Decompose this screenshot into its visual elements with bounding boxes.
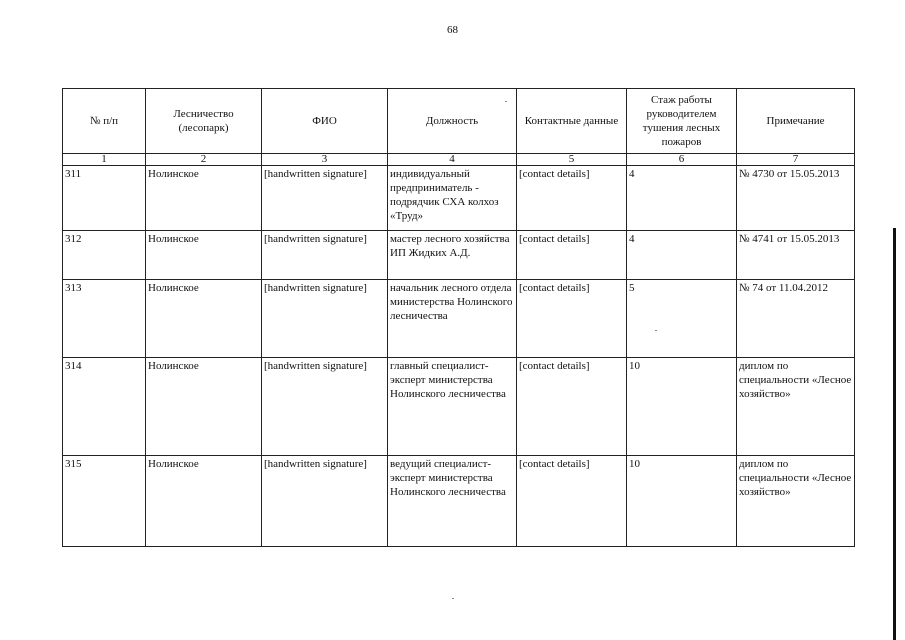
cell-note: диплом по специальности «Лесное хозяйство» [737,358,855,456]
cell-position: ведущий специалист-эксперт министерства Нолинского лесничества [388,456,517,547]
table-row [63,231,855,280]
header-forestry: Лесничество (лесопарк) [146,89,262,154]
cell-note: № 4741 от 15.05.2013 [737,231,855,280]
header-experience: Стаж работы руководителем тушения лесных пожаров [627,89,737,154]
cell-forestry: Нолинское [146,456,262,547]
table-row [63,166,855,231]
cell-note: диплом по специальности «Лесное хозяйство» [737,456,855,547]
cell-forestry: Нолинское [146,231,262,280]
table-row [63,358,855,456]
cell-num: 314 [63,358,146,456]
header-name: ФИО [262,89,388,154]
cell-experience: 10 [627,456,737,547]
column-number: 4 [388,154,517,166]
column-number: 5 [517,154,627,166]
cell-note: № 74 от 11.04.2012 [737,280,855,358]
header-position: Должность [388,89,517,154]
cell-experience: 4 [627,231,737,280]
cell-position: мастер лесного хозяйства ИП Жидких А.Д. [388,231,517,280]
table-row [63,456,855,547]
cell-name: [handwritten signature] [262,231,388,280]
cell-contacts: [contact details] [517,358,627,456]
cell-experience: 10 [627,358,737,456]
column-number: 7 [737,154,855,166]
scan-edge-bar [893,228,896,640]
column-number: 1 [63,154,146,166]
cell-position: главный специалист-эксперт министерства Нолинского лесничества [388,358,517,456]
header-contacts: Контактные данные [517,89,627,154]
cell-contacts: [contact details] [517,456,627,547]
cell-position: начальник лесного отдела министерства Нолинского лесничества [388,280,517,358]
page-number: 68 [447,24,458,36]
cell-name: [handwritten signature] [262,280,388,358]
cell-num: 312 [63,231,146,280]
header-note: Примечание [737,89,855,154]
cell-num: 313 [63,280,146,358]
scan-speck [505,101,507,102]
scan-speck [655,330,657,331]
cell-name: [handwritten signature] [262,456,388,547]
cell-name: [handwritten signature] [262,358,388,456]
cell-position: индивидуальный предприниматель - подрядчик СХА колхоз «Труд» [388,166,517,231]
column-number: 2 [146,154,262,166]
scan-speck [452,598,454,599]
cell-experience: 5 [627,280,737,358]
cell-forestry: Нолинское [146,358,262,456]
cell-num: 311 [63,166,146,231]
cell-name: [handwritten signature] [262,166,388,231]
cell-contacts: [contact details] [517,231,627,280]
table-row [63,280,855,358]
column-number-row [63,154,855,166]
cell-note: № 4730 от 15.05.2013 [737,166,855,231]
forest-fire-leaders-table [62,88,855,547]
column-number: 3 [262,154,388,166]
cell-forestry: Нолинское [146,280,262,358]
header-row [63,89,855,154]
cell-forestry: Нолинское [146,166,262,231]
header-num: № п/п [63,89,146,154]
cell-contacts: [contact details] [517,166,627,231]
cell-contacts: [contact details] [517,280,627,358]
cell-experience: 4 [627,166,737,231]
cell-num: 315 [63,456,146,547]
column-number: 6 [627,154,737,166]
